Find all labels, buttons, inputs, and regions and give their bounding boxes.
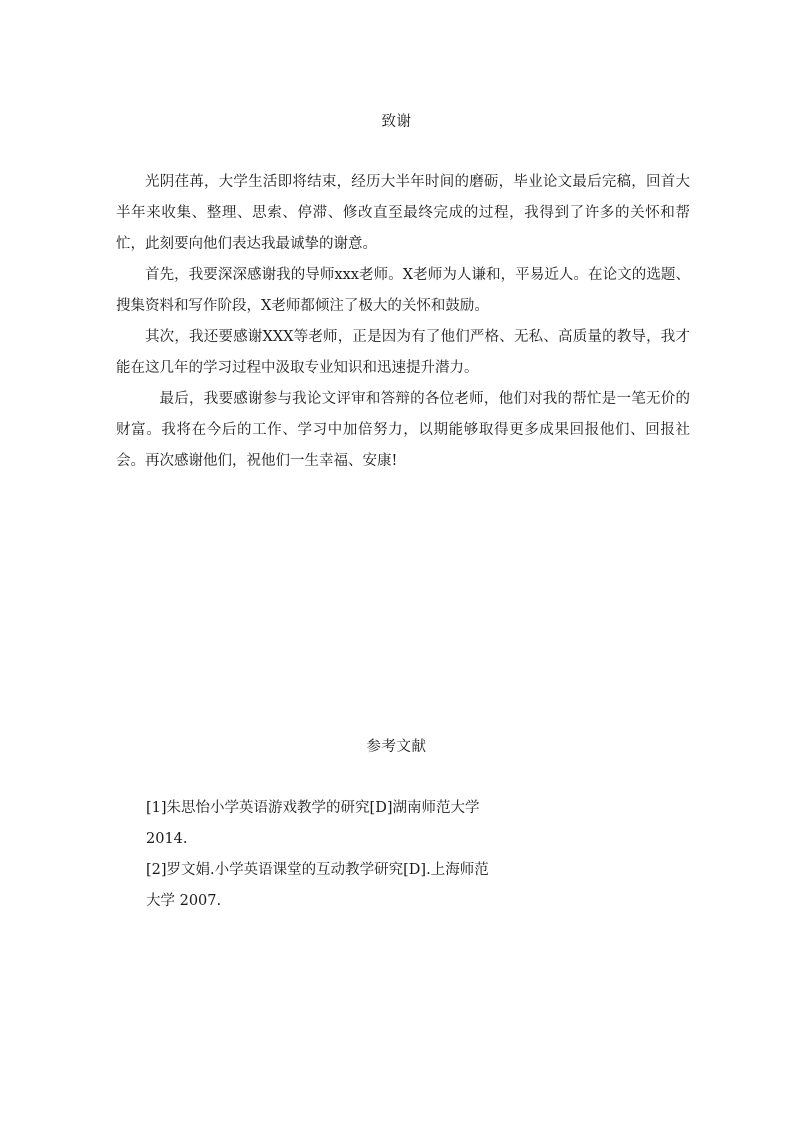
reference-item bbox=[146, 855, 546, 917]
reference-line: 2014. bbox=[146, 831, 188, 847]
reference-line: [1]朱思怡小学英语游戏教学的研究[D]湖南师范大学 bbox=[146, 800, 480, 816]
reference-line: 大学 2007. bbox=[146, 893, 222, 909]
references-title: 参考文献 bbox=[366, 739, 427, 755]
acknowledgement-paragraph: 最后，我要感谢参与我论文评审和答辩的各位老师，他们对我的帮忙是一笔无价的财富。我将在今后的工作、学习中加倍努力，以期能够取得更多成果回报他们、回报社会。再次感谢他们，祝他们一生幸福、安康! bbox=[116, 391, 690, 469]
acknowledgement-title: 致谢 bbox=[381, 114, 412, 130]
references-list bbox=[146, 793, 546, 917]
acknowledgement-body bbox=[116, 167, 690, 477]
acknowledgement-paragraph: 其次，我还要感谢XXX等老师，正是因为有了他们严格、无私、高质量的教导，我才能在这几年的学习过程中汲取专业知识和迅速提升潜力。 bbox=[116, 329, 690, 376]
acknowledgement-paragraph: 光阴荏苒，大学生活即将结束，经历大半年时间的磨砺，毕业论文最后完稿，回首大半年来收集、整理、思索、停滞、修改直至最终完成的过程，我得到了许多的关怀和帮忙，此刻要向他们表达我最诚挚的谢意。 bbox=[116, 174, 690, 252]
reference-item bbox=[146, 793, 546, 855]
reference-line: [2]罗文娟.小学英语课堂的互动教学研究[D].上海师范 bbox=[146, 862, 489, 878]
acknowledgement-paragraph: 首先，我要深深感谢我的导师xxx老师。X老师为人谦和，平易近人。在论文的选题、搜集资料和写作阶段，X老师都倾注了极大的关怀和鼓励。 bbox=[116, 267, 690, 314]
